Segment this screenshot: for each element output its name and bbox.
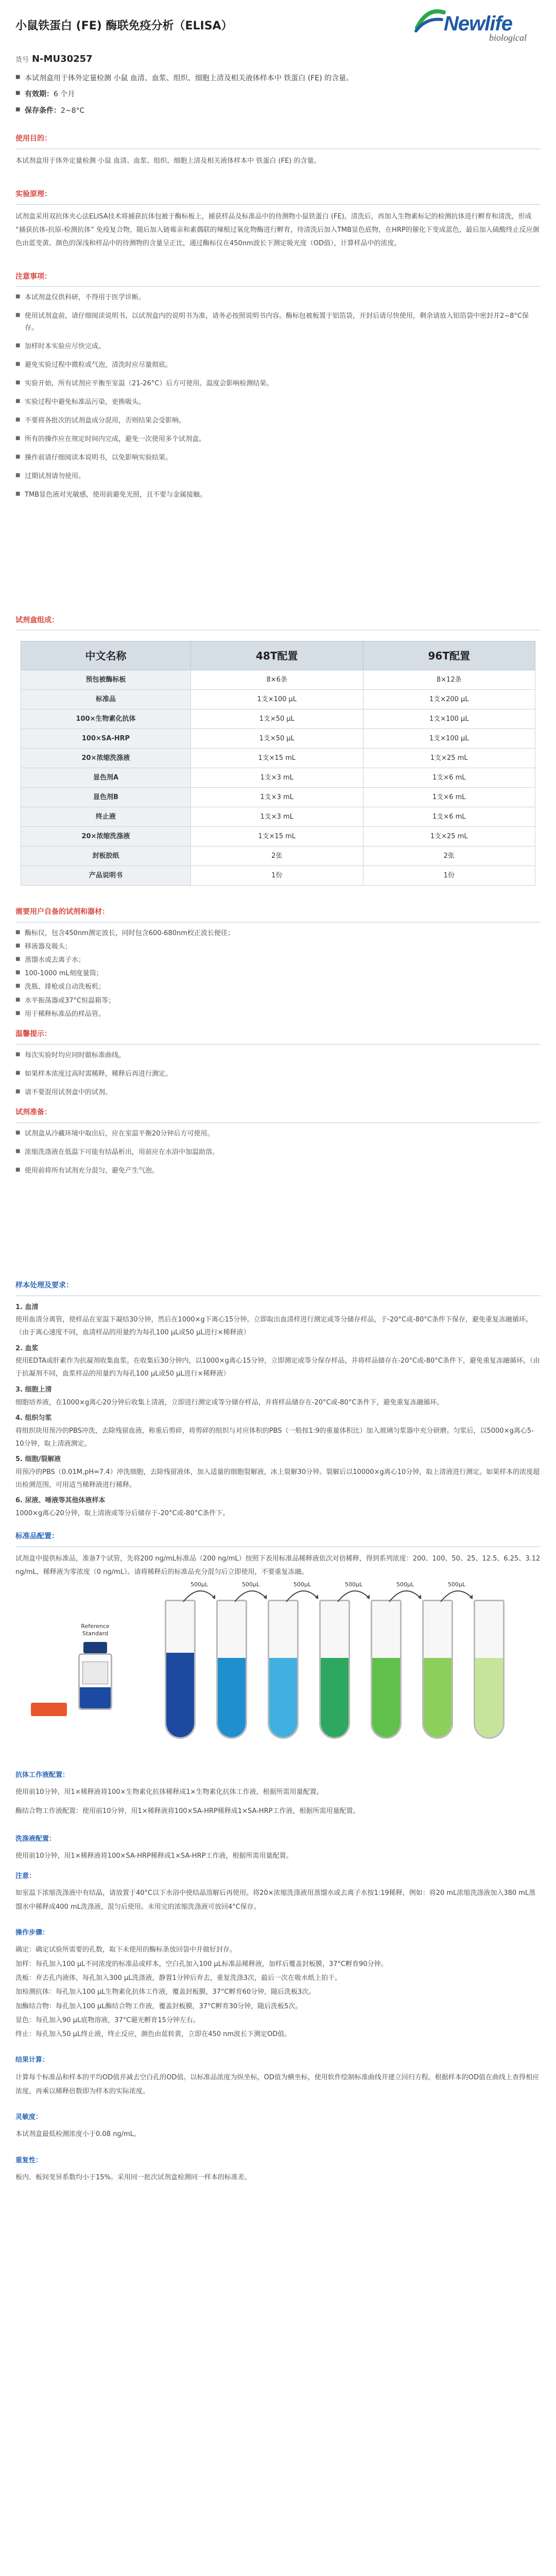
component-spec-cell: 1支×6 mL (363, 788, 535, 807)
section-heading: 标准品配置： (15, 1532, 59, 1540)
section-sample (15, 1280, 541, 1520)
procedure-step: 加检测抗体：每孔加入100 μL生物素化抗体工作液，覆盖封板膜，37°C孵育60分钟，随后洗板3次。 (15, 1988, 316, 1996)
list-item: ■ 蒸馏水或去离子水； (15, 955, 541, 966)
list-item: ■ 避免实验过程中微粒或气泡，清洗时应尽量彻底。 (15, 360, 541, 371)
page-title: 小鼠铁蛋白 (FE) 酶联免疫分析（ELISA） (15, 20, 233, 32)
list-item: ■ 实验开始，所有试剂应平衡至室温（21-26°C）后方可使用。温度会影响检测结果。 (15, 378, 541, 389)
procedure-step: 加样：每孔加入100 μL不同浓度的标准品或样本，空白孔加入100 μL标准品稀释液，加样后覆盖封板膜，37°C孵育90分钟。 (15, 1960, 388, 1968)
list-item: ■ 试剂盒从冷藏环境中取出后，应在室温平衡20分钟后方可使用。 (15, 1128, 541, 1140)
table-row (21, 788, 535, 807)
wash-text: 使用前10分钟，用1×稀释液将100×SA-HRP稀释成1×SA-HRP工作液，根据所需用量配置。 (15, 1852, 293, 1860)
component-name-cell: 显色剂A (21, 768, 191, 788)
table-header-row (21, 641, 535, 670)
dilution-tube (216, 1600, 247, 1739)
section-heading: 温馨提示： (15, 1029, 51, 1038)
section-self-equipment (15, 906, 541, 1020)
procedure-steps (15, 1943, 541, 2041)
component-spec-cell: 1支×100 μL (191, 690, 363, 709)
company-logo (412, 4, 535, 45)
procedure-step: 显色：每孔加入90 μL底物溶液，37°C避光孵育15分钟左右。 (15, 2016, 200, 2024)
list-item: ■ TMB显色液对光敏感，使用前避免光照，且不要与金属接触。 (15, 489, 541, 501)
reminder-list (15, 1050, 541, 1098)
wash-note-text: 如室温下浓缩洗涤液中有结晶，请放置于40°C以下水浴中使结晶溶解后再使用。将20×浓缩洗涤液用蒸馏水或去离子水按1:19稀释，例如：将20 mL浓缩洗涤液加入380 mL蒸馏水中稀释成400 mL洗涤液，混匀后使用。未用完的浓缩洗涤液可放回4°C保存。 (15, 1889, 536, 1911)
component-spec-cell: 1支×100 μL (363, 729, 535, 749)
transfer-volume-label: 500μL (345, 1581, 363, 1588)
component-spec-cell: 1支×15 mL (191, 827, 363, 846)
section-heading: 样本处理及要求： (15, 1281, 73, 1290)
transfer-volume-label: 500μL (190, 1581, 208, 1588)
list-item: ■ 过期试剂请勿使用。 (15, 471, 541, 482)
document-header (0, 0, 556, 52)
repeat-heading: 重复性： (15, 2156, 43, 2164)
table-row (21, 670, 535, 690)
component-spec-cell: 1支×50 μL (191, 729, 363, 749)
bottle-cap (83, 1642, 107, 1653)
prep-list (15, 1128, 541, 1177)
section-heading: 需要用户自备的试剂和器材： (15, 908, 109, 917)
tube-liquid (269, 1658, 297, 1737)
component-name-cell: 终止液 (21, 807, 191, 827)
list-item: ■ 酶标仪，包含450nm测定波长，同时包含600-680nm校正波长便佳； (15, 928, 541, 939)
sample-para: 5. 细胞/裂解液 (15, 1455, 61, 1464)
equipment-list (15, 928, 541, 1020)
component-spec-cell: 1支×25 mL (363, 827, 535, 846)
table-header-cell: 中文名称 (21, 641, 191, 670)
component-spec-cell: 1支×50 μL (191, 709, 363, 729)
list-item: ■ 使用前将所有试剂充分混匀，避免产生气泡。 (15, 1165, 541, 1177)
repeat-text: 板内、板间变异系数均小于15%。采用同一批次试剂盒检测同一样本的标准差。 (15, 2173, 251, 2181)
table-header-cell: 48T配置 (191, 641, 363, 670)
bottle-liquid (80, 1687, 111, 1708)
sample-para: 细胞培养液，在1000×g离心20分钟后收集上清液，立即进行测定或等分储存样品，并将样品储存在-20°C或-80°C条件下，避免重复冻融循环。 (15, 1398, 444, 1406)
table-header-cell: 96T配置 (363, 641, 535, 670)
section-divider (15, 204, 541, 205)
list-item: ■ 如果样本浓度过高时需稀释，稀释后再进行测定。 (15, 1069, 541, 1080)
list-item: ■ 移液器及吸头； (15, 941, 541, 953)
transfer-volume-label: 500μL (448, 1581, 466, 1588)
section-divider (15, 1295, 541, 1296)
dilution-tube (422, 1600, 453, 1739)
bottle-label (82, 1662, 108, 1684)
calc-heading: 结果计算： (15, 2056, 49, 2064)
component-spec-cell: 2张 (363, 846, 535, 866)
component-name-cell: 产品说明书 (21, 866, 191, 886)
reference-label: Reference Standard (81, 1622, 110, 1637)
section-heading: 实验原理： (15, 190, 51, 198)
component-spec-cell: 1支×6 mL (363, 768, 535, 788)
notice-list (15, 292, 541, 501)
section-heading: 试剂准备： (15, 1108, 51, 1116)
section-divider (15, 286, 541, 287)
catalog-number: 货号 N-MU30257 (15, 54, 93, 64)
procedure-heading: 操作步骤： (15, 1929, 49, 1937)
kit-table (21, 641, 535, 886)
transfer-volume-label: 500μL (293, 1581, 311, 1588)
procedure-step: 加酶结合物：每孔加入100 μL酶结合物工作液，覆盖封板膜，37°C孵育30分钟，随后洗板5次。 (15, 2002, 302, 2010)
dilution-tube (319, 1600, 350, 1739)
sensitivity-text: 本试剂盒最低检测浓度小于0.08 ng/mL。 (15, 2130, 141, 2139)
section-standard (15, 1531, 541, 1579)
intro-item: ■ 本试剂盒用于体外定量检测 小鼠 血清、血浆、组织、细胞上清及相关液体样本中 铁蛋白 (FE) 的含量。 (15, 73, 541, 85)
component-name-cell: 20×浓缩洗涤液 (21, 827, 191, 846)
component-spec-cell: 1支×6 mL (363, 807, 535, 827)
logo-subtitle: biological (489, 32, 527, 43)
component-spec-cell: 1支×200 μL (363, 690, 535, 709)
section-kit (15, 615, 541, 886)
section-divider (15, 922, 541, 923)
tube-liquid (475, 1658, 503, 1737)
sample-para: 1000×g离心20分钟，取上清液或等分后储存于-20°C或-80°C条件下。 (15, 1510, 230, 1518)
list-item: ■ 本试剂盒仅供科研，不得用于医学诊断。 (15, 292, 541, 303)
biotin-text-2: 酶结合物工作液配置：使用前10分钟，用1×稀释液将100×SA-HRP稀释成1×SA-HRP工作液，根据所需用量配置。 (15, 1807, 360, 1815)
table-row (21, 846, 535, 866)
sample-para: 使用血清分离管，使样品在室温下凝结30分钟，然后在1000×g下离心15分钟。立即取出血清样进行测定或等分储存样品，于-20°C或-80°C条件下保存，避免重复冻融循环。（由于离心速度不同，血清样品的用量约为每孔100 μL或50 μL进行×稀释液） (15, 1316, 532, 1337)
sample-para: 2. 血浆 (15, 1344, 39, 1352)
tube-liquid (321, 1658, 349, 1737)
component-name-cell: 预包被酶标板 (21, 670, 191, 690)
list-item: ■ 水平振荡器或37°C恒温箱等； (15, 995, 541, 1007)
section-text: 试剂盒采用双抗体夹心法ELISA技术将捕获抗体包被于酶标板上，捕获样品及标准品中的待测物小鼠铁蛋白 (FE)，清洗后，再加入生物素标记的检测抗体进行孵育和清洗，形成 “捕获抗体-抗原-检测抗体” 免疫复合物，随后加入链霉亲和素偶联的辣根过氧化物酶进行孵育，待清洗后加入TMB显色底物，在HRP的催化下变成蓝色，最后加入硫酸终止反应颜色由蓝变黄。颜色的深浅和样品中的待测物的含量呈正比，通过酶标仪在450nm波长下测定吸光度（OD值），计算样品中的浓度。 (15, 212, 540, 247)
sample-para: 6. 尿液、唾液等其他体液样本 (15, 1497, 106, 1505)
section-divider (15, 1044, 541, 1045)
component-name-cell: 标准品 (21, 690, 191, 709)
sample-para: 将组织块用预冷的PBS冲洗，去除残留血液，称重后剪碎，将剪碎的组织与对应体积的PBS（一般按1:9的重量体积比）加入玻璃匀浆器中充分研磨。匀浆后，以5000×g离心5-10分钟，取上清液测定。 (15, 1427, 534, 1448)
component-spec-cell: 1份 (191, 866, 363, 886)
table-row (21, 866, 535, 886)
biotin-text: 使用前10分钟，用1×稀释液将100×生物素化抗体稀释成1×生物素化抗体工作液，根据所需用量配置。 (15, 1788, 323, 1796)
transfer-volume-label: 500μL (396, 1581, 414, 1588)
component-spec-cell: 8×6条 (191, 670, 363, 690)
table-row (21, 768, 535, 788)
calc-text: 计算每个标准品和样本的平均OD值并减去空白孔的OD值。以标准品浓度为纵坐标，OD值为横坐标，使用软件绘制标准曲线并建立回归方程。根据样本的OD值在曲线上查得相应浓度，再乘以稀释倍数即为样本的实际浓度。 (15, 2073, 539, 2095)
section-heading: 使用目的： (15, 134, 51, 143)
intro-list (0, 67, 556, 117)
table-row (21, 690, 535, 709)
list-item: ■ 每次实验时均应同时做标准曲线。 (15, 1050, 541, 1061)
dilution-tube (474, 1600, 505, 1739)
section-usage (15, 133, 541, 168)
tube-liquid (166, 1653, 194, 1737)
list-item: ■ 不要将各批次的试剂盒成分混用，否则结果会受影响。 (15, 415, 541, 427)
biotin-heading: 抗体工作液配置： (15, 1771, 70, 1779)
list-item: ■ 浓缩洗涤液在低温下可能有结晶析出，用前应在水浴中加温助溶。 (15, 1147, 541, 1158)
table-row (21, 807, 535, 827)
sample-para: 用预冷的PBS（0.01M,pH=7.4）冲洗细胞，去除残留液体，加入适量的细胞裂解液，冰上裂解30分钟。裂解后以10000×g离心10分钟，取上清液进行测定。如果样本的浓度超出检测范围，可用适当稀释液进行稀释。 (15, 1468, 540, 1489)
component-spec-cell: 8×12条 (363, 670, 535, 690)
list-item: ■ 所有的操作应在规定时间内完成，避免一次使用多个试剂盒。 (15, 434, 541, 445)
list-item: ■ 加样时本实验应尽快完成。 (15, 341, 541, 352)
component-spec-cell: 1份 (363, 866, 535, 886)
table-row (21, 709, 535, 729)
section-prep (15, 1107, 541, 1177)
component-spec-cell: 1支×15 mL (191, 749, 363, 768)
sensitivity-heading: 灵敏度： (15, 2113, 43, 2122)
component-spec-cell: 1支×3 mL (191, 768, 363, 788)
orange-block (31, 1703, 67, 1716)
wash-heading: 洗涤液配置： (15, 1835, 56, 1843)
list-item: ■ 实验过程中避免标准品污染，更换吸头。 (15, 397, 541, 408)
sample-paragraphs (15, 1301, 541, 1520)
component-spec-cell: 1支×3 mL (191, 807, 363, 827)
sample-para: 4. 组织匀浆 (15, 1414, 52, 1422)
component-name-cell: 100×生物素化抗体 (21, 709, 191, 729)
dilution-tube (371, 1600, 402, 1739)
procedure-step: 终止：每孔加入50 μL终止液，终止反应，颜色由蓝转黄，立即在450 nm波长下测定OD值。 (15, 2030, 291, 2039)
component-name-cell: 封板胶纸 (21, 846, 191, 866)
table-row (21, 827, 535, 846)
list-item: ■ 100-1000 mL刻度量筒； (15, 968, 541, 979)
procedure-step: 洗板：弃去孔内液体，每孔加入300 μL洗涤液，静置1分钟后弃去，重复洗涤3次，最后一次在吸水纸上拍干。 (15, 1974, 342, 1982)
procedure-step: 确定：确定试验所需要的孔数，取下未使用的酶标条放回袋中并做好封存。 (15, 1946, 237, 1954)
sample-para: 3. 细胞上清 (15, 1385, 52, 1394)
section-divider (15, 148, 541, 149)
section-divider (15, 1122, 541, 1123)
section-text: 试剂盒中提供标准品，准备7个试管，先将200 ng/mL标准品（200 ng/mL）按照下表用标准品稀释液依次对倍稀释，得到系列浓度：200、100、50、25、12.5、6.25、3.12 ng/mL，稀释液为零浓度（0 ng/mL）。请将稀释后的标准品充分混匀后立即使用，不要重复冻融。 (15, 1554, 541, 1576)
section-heading: 注意事项： (15, 272, 51, 281)
dilution-tube (165, 1600, 196, 1739)
component-name-cell: 显色剂B (21, 788, 191, 807)
component-spec-cell: 2张 (191, 846, 363, 866)
section-heading: 试剂盒组成： (15, 616, 59, 624)
section-notice (15, 271, 541, 501)
list-item: ■ 用于稀释标准品的样品管。 (15, 1009, 541, 1020)
tube-liquid (424, 1658, 451, 1737)
dilution-diagram (15, 1581, 541, 1739)
section-divider (15, 630, 541, 631)
section-principle (15, 189, 541, 250)
list-item: ■ 洗瓶、排枪或自动洗板机； (15, 981, 541, 993)
component-name-cell: 20×浓缩洗涤液 (21, 749, 191, 768)
table-row (21, 729, 535, 749)
section-text: 本试剂盒用于体外定量检测 小鼠 血清、血浆、组织、细胞上清及相关液体样本中 铁蛋白 (FE) 的含量。 (15, 157, 321, 165)
section-reminder (15, 1028, 541, 1098)
sample-para: 1. 血清 (15, 1303, 39, 1311)
logo-wordmark: Newlife (444, 12, 513, 35)
tube-liquid (372, 1658, 400, 1737)
list-item: ■ 请不要混用试剂盒中的试剂。 (15, 1087, 541, 1098)
component-name-cell: 100×SA-HRP (21, 729, 191, 749)
dilution-tube (268, 1600, 299, 1739)
wash-note-heading: 注意： (15, 1872, 36, 1880)
section-divider (15, 1546, 541, 1547)
intro-item: ■ 有效期：6 个月 (15, 89, 541, 101)
component-spec-cell: 1支×3 mL (191, 788, 363, 807)
table-row (21, 749, 535, 768)
sample-para: 使用EDTA或肝素作为抗凝剂收集血浆。在收集后30分钟内，以1000×g离心15分钟，立即测定或等分保存样品，并将样品储存在-20°C或-80°C条件下，避免重复冻融循环。（由于抗凝剂不同，血浆样品的用量约为每孔100 μL或50 μL进行×稀释液） (15, 1357, 540, 1378)
intro-item: ■ 保存条件：2~8°C (15, 105, 541, 117)
transfer-volume-label: 500μL (242, 1581, 260, 1588)
tube-liquid (218, 1658, 246, 1737)
component-spec-cell: 1支×100 μL (363, 709, 535, 729)
list-item: ■ 操作前请仔细阅读本说明书，以免影响实验结果。 (15, 452, 541, 464)
logo-swoosh-icon (412, 7, 448, 38)
list-item: ■ 使用试剂盒前，请仔细阅读说明书，以试剂盒内的说明书为准，请务必按照说明书内容。酶标包被板置于铝箔袋，开封后请尽快使用，剩余请放入铝箔袋中密封并2~8°C保存。 (15, 311, 541, 333)
component-spec-cell: 1支×25 mL (363, 749, 535, 768)
